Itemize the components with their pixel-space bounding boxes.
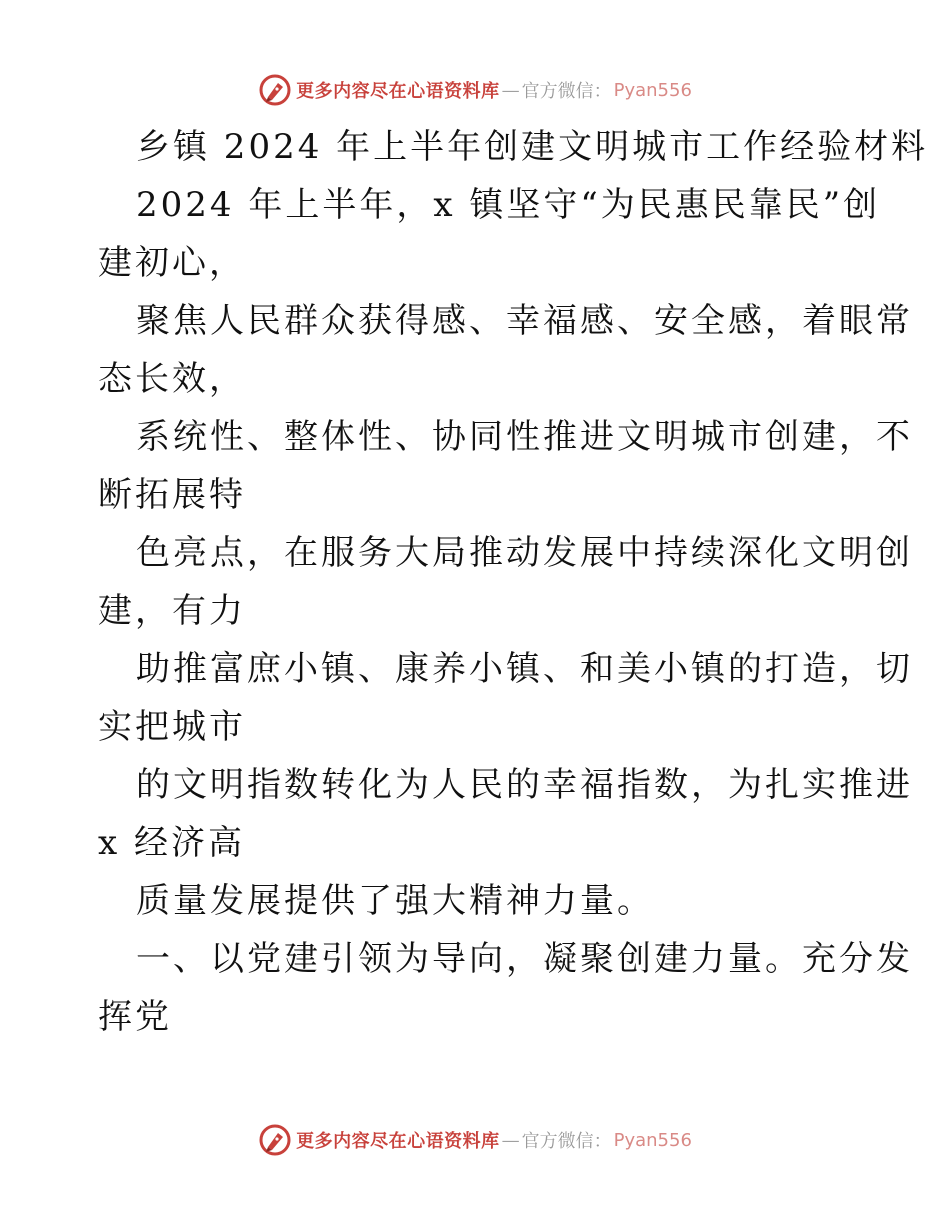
paragraph-line: 2024 年上半年，x 镇坚守“为民惠民靠民”创: [136, 185, 881, 225]
header-watermark-banner: [0, 70, 950, 110]
paragraph-line: 建，有力: [98, 591, 246, 631]
paragraph-line: 助推富庶小镇、康养小镇、和美小镇的打造，切: [136, 649, 913, 689]
banner-brand-text: 更多内容尽在心语资料库: [296, 81, 500, 102]
banner-contact-label: 官方微信：: [521, 1131, 612, 1152]
document-title: 乡镇 2024 年上半年创建文明城市工作经验材料: [136, 127, 929, 167]
paragraph-line: 质量发展提供了强大精神力量。: [136, 881, 654, 921]
paragraph-line: 建初心，: [98, 243, 246, 283]
paragraph-line: 聚焦人民群众获得感、幸福感、安全感，着眼常: [136, 301, 913, 341]
paragraph-line: 挥党: [98, 997, 172, 1037]
paragraph-line: 实把城市: [98, 707, 246, 747]
banner-wechat-id: Pyan556: [613, 79, 692, 101]
banner-brand-text: 更多内容尽在心语资料库: [296, 1131, 500, 1152]
paragraph-line: 的文明指数转化为人民的幸福指数，为扎实推进: [136, 765, 913, 805]
banner-separator: —: [501, 79, 520, 101]
paragraph-line: 色亮点，在服务大局推动发展中持续深化文明创: [136, 533, 913, 573]
paragraph-line: x 经济高: [98, 823, 245, 863]
pen-nib-circle-icon: [258, 73, 292, 107]
banner-separator: —: [501, 1129, 520, 1151]
pen-nib-circle-icon: [258, 1123, 292, 1157]
paragraph-line: 系统性、整体性、协同性推进文明城市创建，不: [136, 417, 913, 457]
footer-watermark-banner: [0, 1120, 950, 1160]
section-heading-line: 一、以党建引领为导向，凝聚创建力量。充分发: [136, 939, 913, 979]
document-body: [98, 118, 929, 1046]
banner-wechat-id: Pyan556: [613, 1129, 692, 1151]
paragraph-line: 断拓展特: [98, 475, 246, 515]
paragraph-line: 态长效，: [98, 359, 246, 399]
banner-contact-label: 官方微信：: [521, 81, 612, 102]
